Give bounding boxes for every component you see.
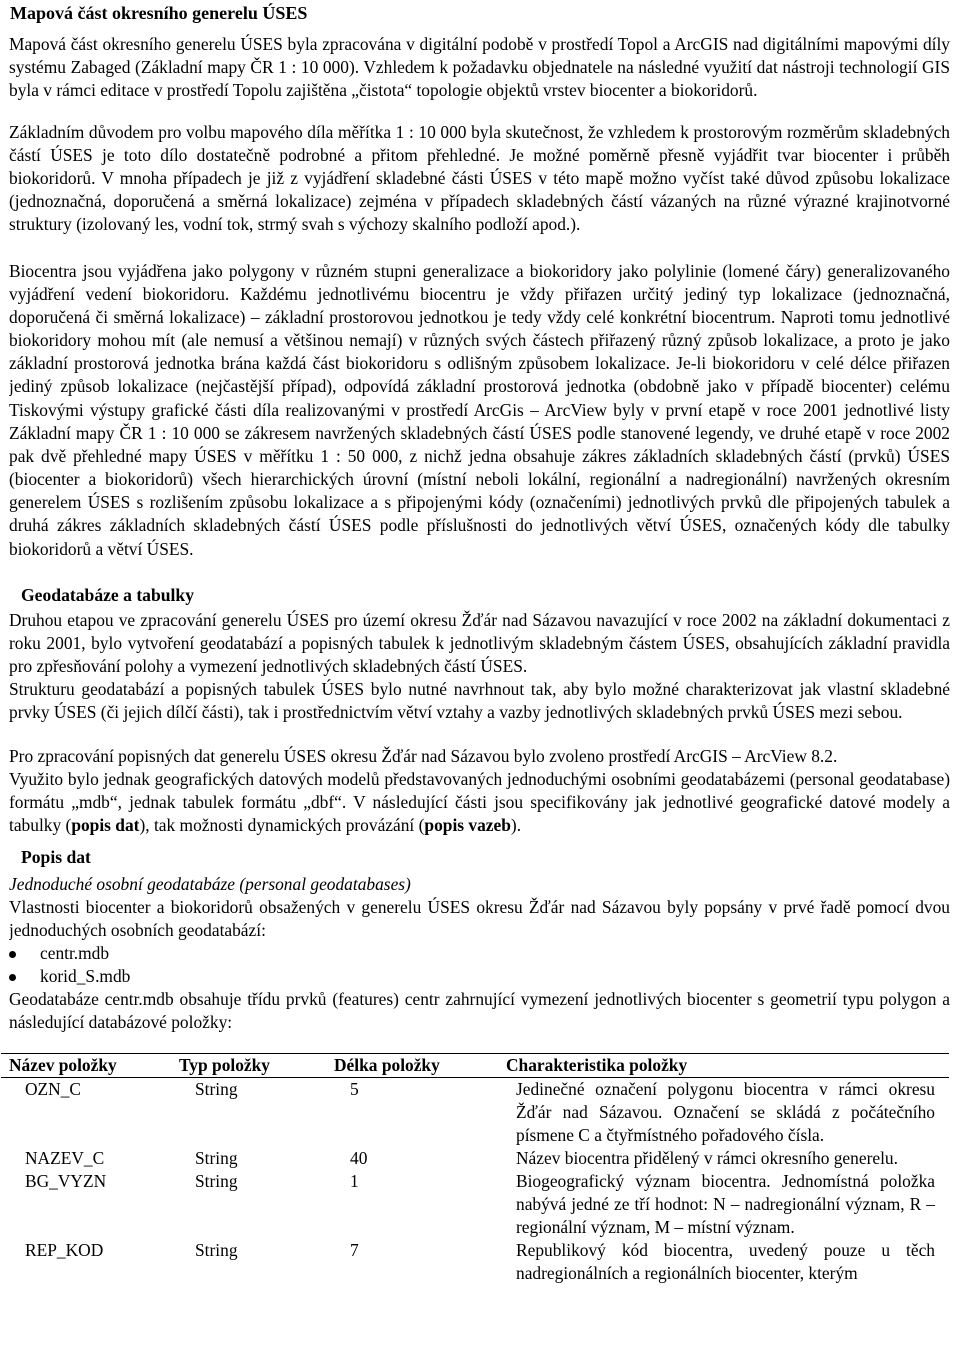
fields-table — [1, 1053, 949, 1285]
paragraph: Mapová část okresního generelu ÚSES byla zpracována v digitální podobě v prostředí Topol a ArcGIS nad digitálními mapovými díly systému Zabaged (Základní mapy ČR 1 : 10 000). Vzhledem k požadavku objednatele na následné využití dat nástroji technologií GIS byla v rámci editace v prostředí Topolu zajištěna „čistota“ topologie objektů vrstev biocenter a biokoridorů. — [9, 34, 950, 101]
emphasis-text: popis vazeb — [424, 815, 511, 836]
table-row — [1, 1239, 949, 1285]
table-cell: 1 — [350, 1171, 359, 1191]
paragraph: Biocentra jsou vyjádřena jako polygony v různém stupni generalizace a biokoridory jako polylinie (lomené čáry) generalizovaného vyjádření vedení biokoridoru. Každému jednotlivému biocentru je vždy přiřazen určitý jediný typ lokalizace (jednoznačná, doporučená či směrná lokalizace) – základní prostorovou jednotkou je tedy vždy celé konkrétní biocentrum. Naproti tomu jednotlivé biokoridory mohou mít (ale nemusí a většinou nemají) v různých svých částech přiřazený různý způsob lokalizace, a proto je jako základní prostorová jednotka brána každá část biokoridoru s odlišným způsobem lokalizace. Je-li biokoridoru v celé délce přiřazen jediný způsob lokalizace (nejčastější případ), odpovídá základní prostorová jednotka (obdobně jako v případě biocenter) celému — [9, 261, 950, 397]
paragraph: Strukturu geodatabází a popisných tabulek ÚSES bylo nutné navrhnout tak, aby bylo možné charakterizovat jak vlastní skladebné prvky ÚSES (či jejich dílčí části), tak i prostřednictvím větví vztahy a vazby jednotlivých skladebných prvků ÚSES mezi sebou. — [9, 679, 950, 723]
table-cell: Republikový kód biocentra, uvedený pouze u těch nadregionálních a regionálních biocenter, kterým — [516, 1240, 935, 1283]
table-cell: Jedinečné označení polygonu biocentra v rámci okresu Žďár nad Sázavou. Označení se skládá z počátečního písmene C a čtyřmístného pořadového čísla. — [516, 1079, 935, 1145]
table-cell: REP_KOD — [25, 1240, 104, 1260]
table-row — [1, 1147, 949, 1170]
paragraph-text: Využito bylo jednak geografických datových modelů představovaných jednoduchými osobními geodatabázemi (personal geodatabase) formátu „mdb“, jednak tabulek formátu „dbf“. V následující části jsou specifikovány jak jednotlivé geografické datové modely a tabulky ( — [9, 769, 950, 836]
paragraph: Druhou etapou ve zpracování generelu ÚSES pro území okresu Žďár nad Sázavou navazující v roce 2002 na základní dokumentaci z roku 2001, bylo vytvoření geodatabází a popisných tabulek k jednotlivým skladebným částem ÚSES, obsahujících základní pravidla pro zpřesňování polohy a vymezení jednotlivých skladebných částí ÚSES. — [9, 610, 950, 677]
table-row — [1, 1078, 949, 1148]
table-header-row — [1, 1054, 949, 1078]
paragraph: Vlastnosti biocenter a biokoridorů obsažených v generelu ÚSES okresu Žďár nad Sázavou byly popsány v prvé řadě pomocí dvou jednoduchých osobních geodatabází: — [9, 897, 950, 941]
bullet-icon — [9, 951, 16, 958]
column-header: Charakteristika položky — [498, 1054, 949, 1078]
paragraph: Tiskovými výstupy grafické části díla realizovanými v prostředí ArcGis – ArcView byly v první etapě v roce 2001 jednotlivé listy Základní mapy ČR 1 : 10 000 se zákresem navržených skladebných částí ÚSES podle stanovené legendy, ve druhé etapě v roce 2002 pak dvě přehledné mapy ÚSES v měřítku 1 : 50 000, z nichž jedna obsahuje zákres základních skladebných částí (prvků) ÚSES (biocenter a biokoridorů) všech hierarchických úrovní (místní neboli lokální, regionální a nadregionální) navržených okresním generelem ÚSES s rozlišením způsobu lokalizace a s připojenými kódy (označeními) jednotlivých prvků dle připojených tabulek a druhá zákres základních skladebných částí ÚSES podle příslušnosti do jednotlivých větví ÚSES, označených kódy dle tabulky biokoridorů a větví ÚSES. — [9, 400, 950, 559]
table-cell: OZN_C — [25, 1079, 82, 1099]
list-item — [9, 942, 109, 965]
table-cell: NAZEV_C — [25, 1148, 105, 1168]
section-heading: Geodatabáze a tabulky — [21, 585, 195, 605]
section-heading: Popis dat — [21, 847, 91, 867]
table-cell: 40 — [350, 1148, 368, 1168]
paragraph: Pro zpracování popisných dat generelu ÚSES okresu Žďár nad Sázavou bylo zvoleno prostředí ArcGIS – ArcView 8.2. — [9, 746, 838, 766]
list-item — [9, 965, 130, 988]
table-cell: Název biocentra přidělený v rámci okresního generelu. — [516, 1148, 898, 1168]
column-header: Název položky — [1, 1054, 171, 1078]
paragraph — [9, 768, 950, 836]
column-header: Typ položky — [171, 1054, 326, 1078]
table-cell: String — [195, 1240, 238, 1260]
section-heading: Mapová část okresního generelu ÚSES — [10, 3, 308, 23]
paragraph-text: ). — [510, 815, 522, 836]
paragraph: Základním důvodem pro volbu mapového díla měřítka 1 : 10 000 byla skutečnost, že vzhledem k prostorovým rozměrům skladebných částí ÚSES je toto dílo dostatečně podrobné a přitom přehledné. Je možné poměrně přesně vyjádřit tvar biocenter i průběh biokoridorů. V mnoha případech je již z vyjádření skladebné části ÚSES v této mapě možno vyčíst také důvod způsobu lokalizace (jednoznačná, doporučená a směrná lokalizace) zejména v případech skladebných částí vázaných na různé výrazné krajinotvorné struktury (izolovaný les, vodní tok, strmý svah s výchozy skalního podloží apod.). — [9, 122, 950, 235]
table-cell: BG_VYZN — [25, 1171, 107, 1191]
bullet-icon — [9, 974, 16, 981]
emphasis-text: popis dat — [71, 815, 140, 836]
table-cell: String — [195, 1148, 238, 1168]
column-header: Délka položky — [326, 1054, 498, 1078]
table-row — [1, 1170, 949, 1239]
table-cell: 7 — [350, 1240, 359, 1260]
table-cell: String — [195, 1079, 238, 1099]
paragraph: Geodatabáze centr.mdb obsahuje třídu prvků (features) centr zahrnující vymezení jednotlivých biocenter s geometrií typu polygon a následující databázové položky: — [9, 989, 950, 1033]
list-item-label: korid_S.mdb — [40, 966, 131, 986]
table-cell: Biogeografický význam biocentra. Jednomístná položka nabývá jedné ze tří hodnot: N – nadregionální význam, R – regionální význam, M – místní význam. — [516, 1171, 935, 1237]
subheading: Jednoduché osobní geodatabáze (personal geodatabases) — [9, 874, 411, 894]
table-cell: 5 — [350, 1079, 359, 1099]
list-item-label: centr.mdb — [40, 943, 110, 963]
table-cell: String — [195, 1171, 238, 1191]
paragraph-text: ), tak možnosti dynamických provázání ( — [139, 815, 425, 836]
